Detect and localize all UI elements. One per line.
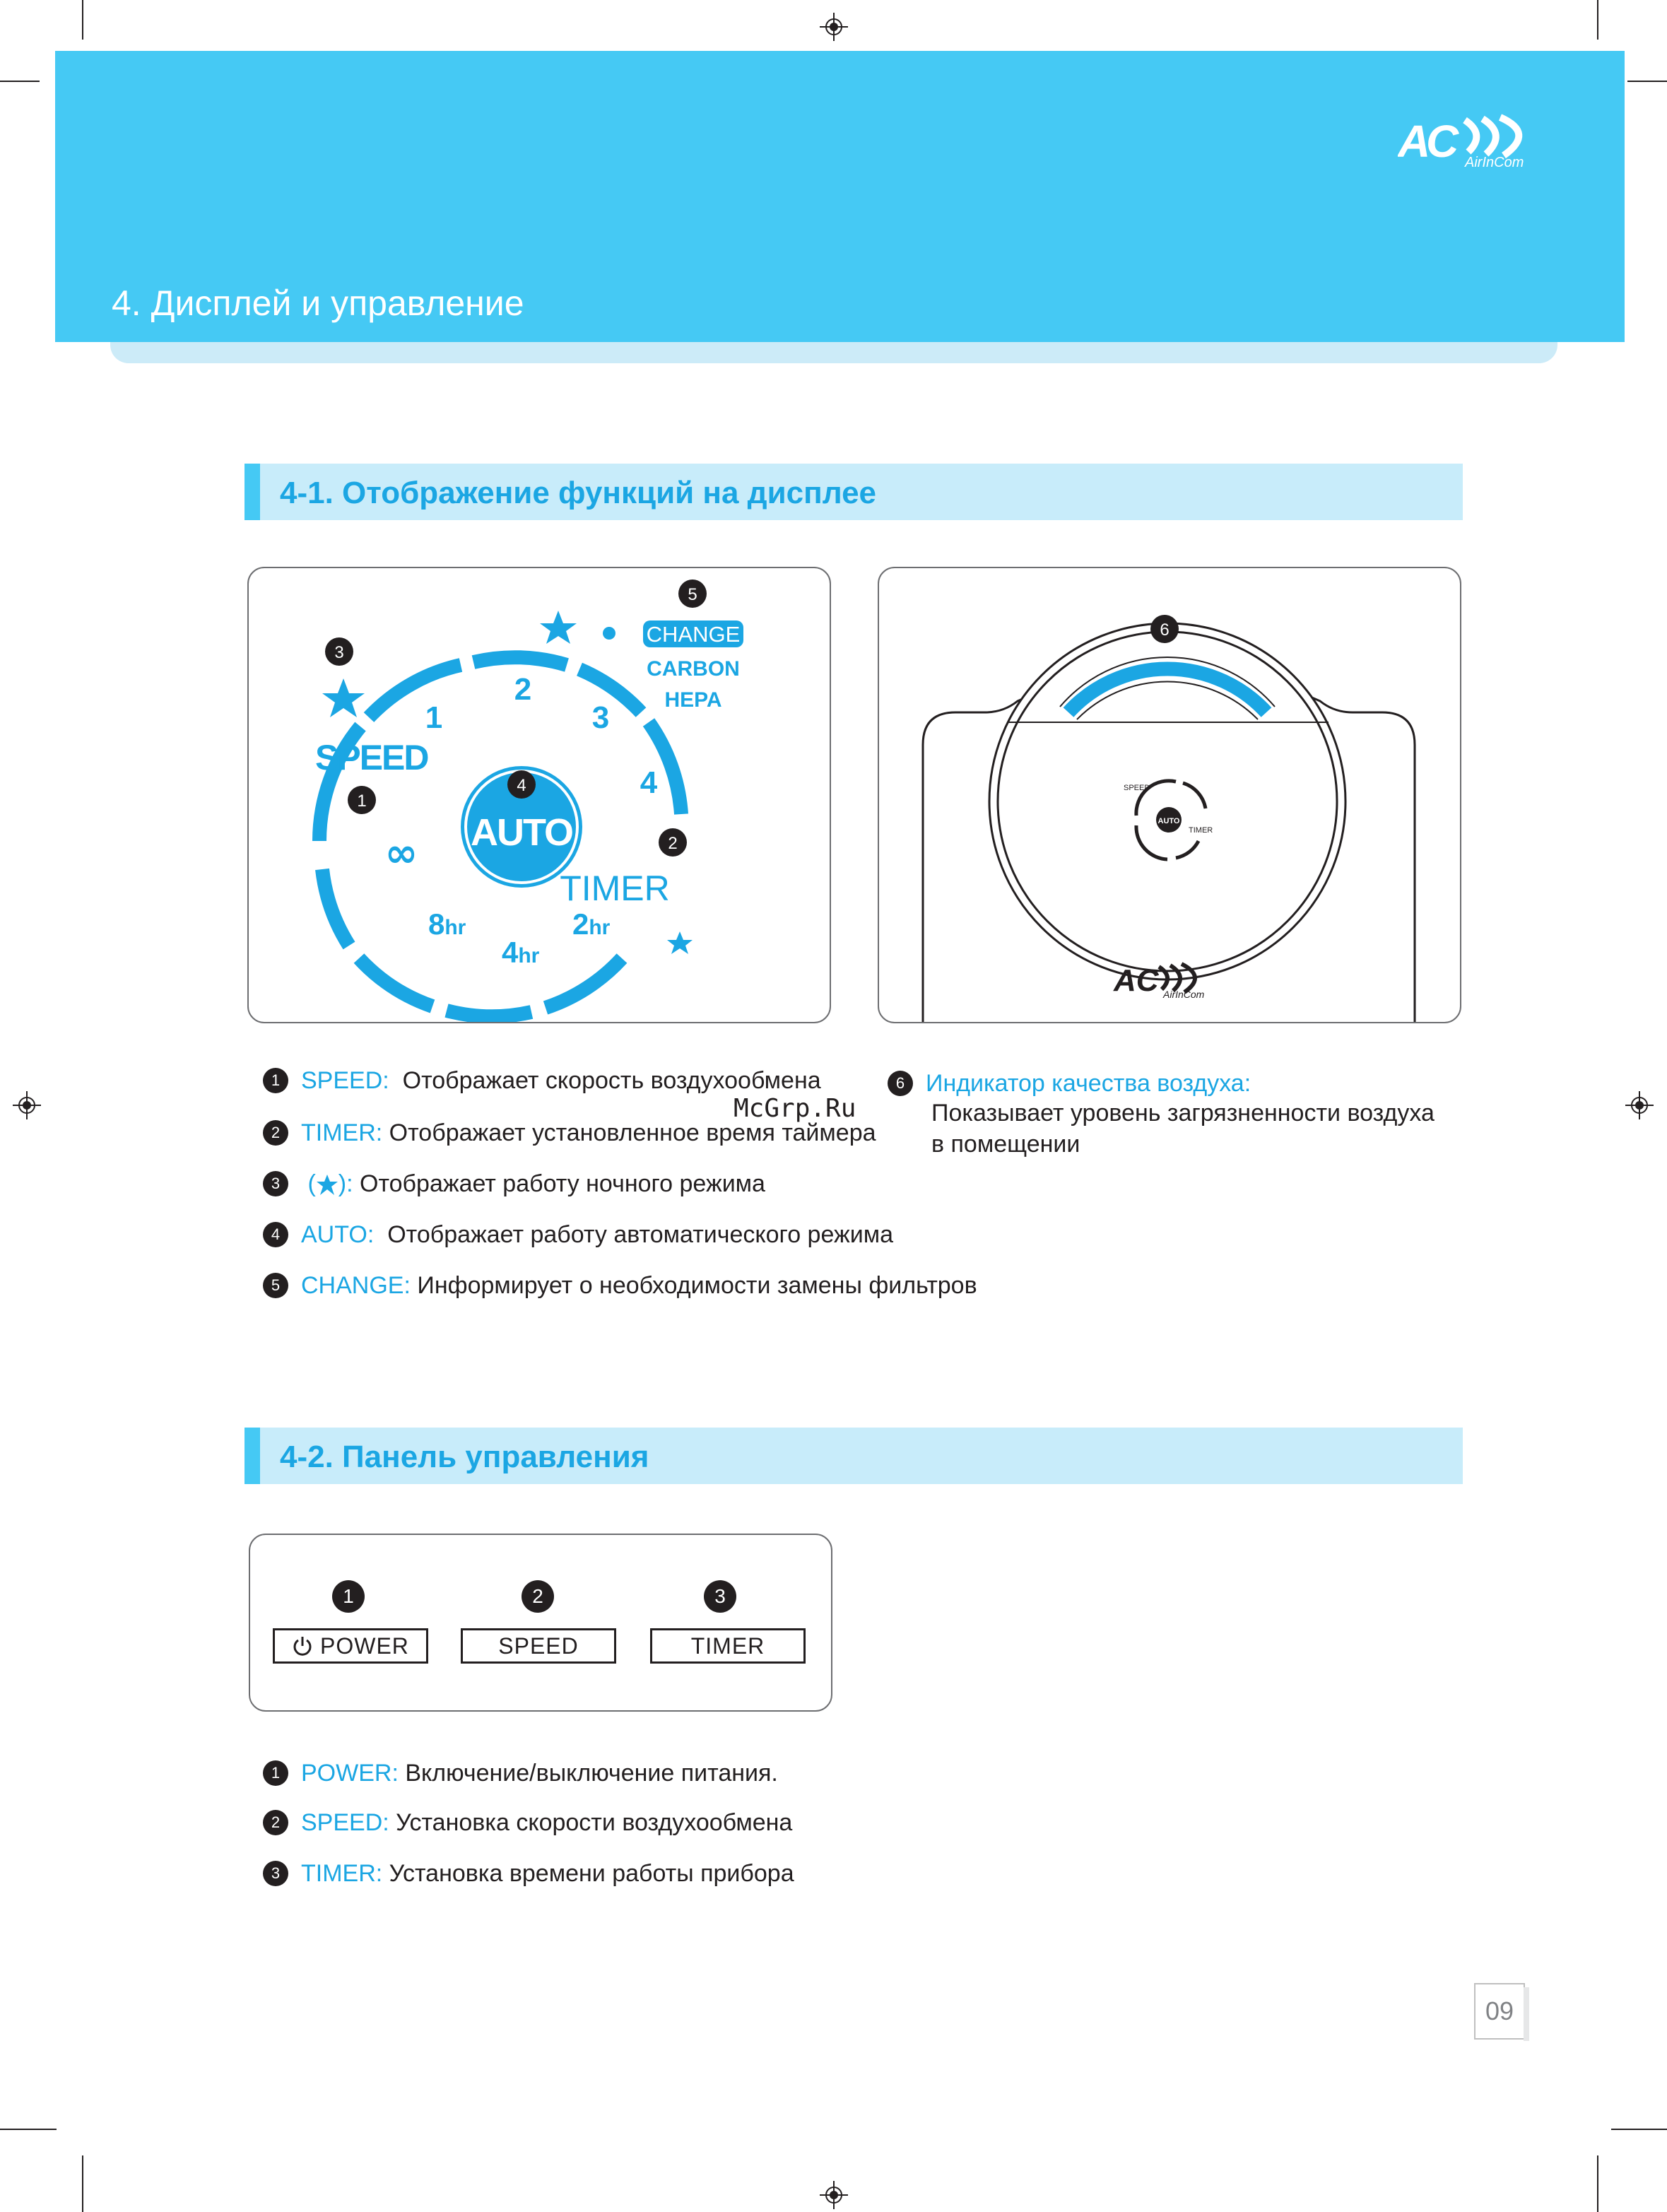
section-heading-text: 4-1. Отображение функций на дисплее xyxy=(280,476,877,510)
dial-segment xyxy=(322,869,349,946)
dial-segment xyxy=(473,657,567,665)
svg-text:AirInCom: AirInCom xyxy=(1163,989,1205,1000)
timer-infinity: ∞ xyxy=(384,830,418,876)
speed-level-1: 1 xyxy=(425,700,443,735)
device-diagram-panel xyxy=(878,567,1461,1023)
power-icon xyxy=(292,1635,313,1657)
star-icon xyxy=(667,931,693,954)
dial-segment xyxy=(359,958,432,1006)
page-number-shadow xyxy=(1524,1987,1529,2041)
brand-logo-icon xyxy=(1398,113,1560,170)
crop-mark xyxy=(0,2129,57,2130)
section-heading-text: 4-2. Панель управления xyxy=(280,1440,649,1474)
star-icon xyxy=(540,611,577,644)
speed-button[interactable] xyxy=(461,1628,616,1664)
timer-button[interactable] xyxy=(650,1628,806,1664)
crop-mark xyxy=(82,0,83,40)
callout-power: 1 xyxy=(332,1580,365,1613)
control-panel-diagram xyxy=(249,1534,832,1712)
dial-segment xyxy=(546,958,622,1008)
mini-speed-label: SPEED xyxy=(1124,784,1150,792)
registration-mark-icon xyxy=(13,1091,41,1119)
brand-logo-text: AirInCom xyxy=(1465,155,1524,170)
watermark-text: McGrp.Ru xyxy=(734,1094,856,1123)
crop-mark xyxy=(1627,81,1667,82)
dial-segment xyxy=(369,665,461,717)
filter-dot-icon xyxy=(603,627,615,640)
svg-text:5: 5 xyxy=(688,585,697,604)
display-diagram-panel xyxy=(247,567,831,1023)
crop-mark xyxy=(1597,0,1598,40)
legend-item-speed: 1 SPEED: Отображает скорость воздухообмена xyxy=(263,1067,821,1093)
power-button[interactable] xyxy=(273,1628,428,1664)
svg-text:AC: AC xyxy=(1114,963,1159,998)
mini-auto-label: AUTO xyxy=(1158,817,1180,825)
carbon-label: CARBON xyxy=(647,657,740,681)
heading-accent-bar xyxy=(245,1428,260,1484)
dial-segment xyxy=(447,1011,531,1016)
svg-text:3: 3 xyxy=(334,643,344,662)
registration-mark-icon xyxy=(820,13,848,41)
svg-text:2: 2 xyxy=(668,834,678,853)
speed-button-label: SPEED xyxy=(498,1633,579,1659)
crop-mark xyxy=(1597,2155,1598,2212)
legend-item-auto: 4 AUTO: Отображает работу автоматического режима xyxy=(263,1221,893,1247)
heading-accent-bar xyxy=(245,464,260,520)
night-mode-star-icon xyxy=(316,1174,338,1196)
legend-item-speed-button: 2 SPEED: Установка скорости воздухообмена xyxy=(263,1809,792,1835)
crop-mark xyxy=(82,2155,83,2212)
power-button-label: POWER xyxy=(320,1633,409,1659)
registration-mark-icon xyxy=(1625,1091,1654,1119)
speed-level-4: 4 xyxy=(640,765,658,800)
svg-text:C: C xyxy=(1426,116,1459,167)
timer-step-8hr: 8hr xyxy=(428,907,466,941)
change-label: CHANGE xyxy=(646,622,741,647)
purifier-front-ring xyxy=(989,623,1345,979)
legend-item-air-quality: 6 Индикатор качества воздуха: xyxy=(888,1070,1251,1096)
crop-mark xyxy=(1611,2129,1667,2130)
callout-timer: 3 xyxy=(704,1580,736,1613)
legend-item-timer: 2 TIMER: Отображает установленное время таймера xyxy=(263,1119,876,1146)
callout-speed: 2 xyxy=(522,1580,554,1613)
section-heading-control-panel xyxy=(245,1428,1463,1484)
purifier-illustration xyxy=(879,568,1460,1022)
speed-label: SPEED xyxy=(315,738,428,777)
legend-item-night-mode: 3 ( ): Отображает работу ночного режима xyxy=(263,1170,765,1196)
page-number: 09 xyxy=(1474,1983,1525,2040)
header-strip xyxy=(110,342,1557,363)
svg-text:4: 4 xyxy=(517,776,526,795)
section-heading-display xyxy=(245,464,1463,520)
legend-item-timer-button: 3 TIMER: Установка времени работы прибора xyxy=(263,1860,794,1886)
legend-item-change: 5 CHANGE: Информирует о необходимости замены фильтров xyxy=(263,1272,977,1298)
crop-mark xyxy=(0,81,40,82)
mini-timer-label: TIMER xyxy=(1189,826,1213,835)
auto-label: AUTO xyxy=(470,811,573,854)
timer-step-2hr: 2hr xyxy=(572,907,611,941)
legend-item-power: 1 POWER: Включение/выключение питания. xyxy=(263,1760,778,1786)
timer-label: TIMER xyxy=(560,869,670,908)
speed-level-3: 3 xyxy=(591,700,610,735)
timer-button-label: TIMER xyxy=(690,1633,765,1659)
legend-air-quality-line1: Показывает уровень загрязненности воздуха xyxy=(931,1100,1435,1126)
dial-segment xyxy=(579,669,641,712)
hepa-label: HEPA xyxy=(664,688,722,712)
night-mode-star-icon xyxy=(322,678,365,717)
svg-text:A: A xyxy=(1398,116,1431,167)
display-dial-illustration xyxy=(249,568,830,1022)
page-title: 4. Дисплей и управление xyxy=(112,283,524,323)
speed-level-2: 2 xyxy=(514,672,532,707)
svg-text:1: 1 xyxy=(357,792,367,811)
timer-step-4hr: 4hr xyxy=(502,936,540,969)
device-logo-icon xyxy=(1113,963,1205,1000)
svg-text:6: 6 xyxy=(1160,620,1170,640)
legend-air-quality-line2: в помещении xyxy=(931,1131,1080,1158)
registration-mark-icon xyxy=(820,2181,848,2209)
